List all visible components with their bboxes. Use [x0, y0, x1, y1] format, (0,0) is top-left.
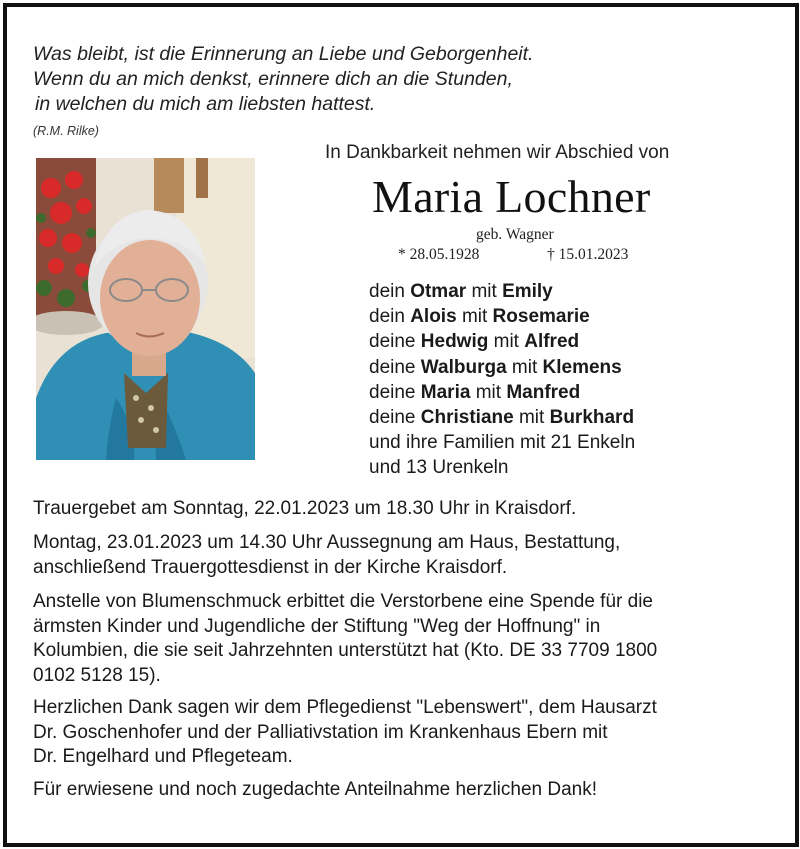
family-row: deine Maria mit Manfred — [369, 381, 581, 403]
quote-line: in welchen du mich am liebsten hattest. — [35, 93, 376, 115]
family-extra-line: und 13 Urenkeln — [369, 457, 509, 479]
death-date: † 15.01.2023 — [547, 246, 629, 263]
birth-name: geb. Wagner — [476, 226, 554, 243]
quote-author: (R.M. Rilke) — [33, 124, 99, 138]
quote-line: Was bleibt, ist die Erinnerung an Liebe und Geborgenheit. — [33, 43, 534, 65]
quote-line: Wenn du an mich denkst, erinnere dich an die Stunden, — [33, 68, 513, 90]
family-row: dein Alois mit Rosemarie — [369, 306, 590, 328]
family-list — [369, 279, 635, 481]
family-row: deine Walburga mit Klemens — [369, 356, 622, 378]
donation-notice: Anstelle von Blumenschmuck erbittet die Verstorbene eine Spende für die ärmsten Kinder und Jugendliche der Stiftung "Weg der Hoffnung" in Kolumbien, die sie seit Jahrzehnten unterstützt hat (Kto. DE 33 7709 1800 0102 5128 15). — [33, 591, 658, 686]
farewell-intro: In Dankbarkeit nehmen wir Abschied von — [325, 142, 670, 163]
birth-date: * 28.05.1928 — [398, 246, 480, 263]
deceased-name: Maria Lochner — [372, 171, 651, 222]
prayer-notice: Trauergebet am Sonntag, 22.01.2023 um 18.30 Uhr in Kraisdorf. — [33, 498, 577, 519]
funeral-notice: Montag, 23.01.2023 um 14.30 Uhr Aussegnung am Haus, Bestattung, anschließend Trauergottesdienst in der Kirche Kraisdorf. — [33, 532, 621, 578]
family-row: deine Christiane mit Burkhard — [369, 407, 635, 429]
family-extra-line: und ihre Familien mit 21 Enkeln — [369, 432, 636, 454]
portrait-photo — [36, 158, 255, 460]
thanks-care-notice: Herzlichen Dank sagen wir dem Pflegedienst "Lebenswert", dem Hausarzt Dr. Goschenhofer und der Palliativstation im Krankenhaus Ebern mit Dr. Engelhard und Pflegeteam. — [33, 697, 657, 767]
closing-thanks: Für erwiesene und noch zugedachte Anteilnahme herzlichen Dank! — [33, 779, 598, 800]
family-row: dein Otmar mit Emily — [369, 281, 553, 302]
poem-quote — [33, 42, 533, 117]
family-row: deine Hedwig mit Alfred — [369, 331, 580, 353]
